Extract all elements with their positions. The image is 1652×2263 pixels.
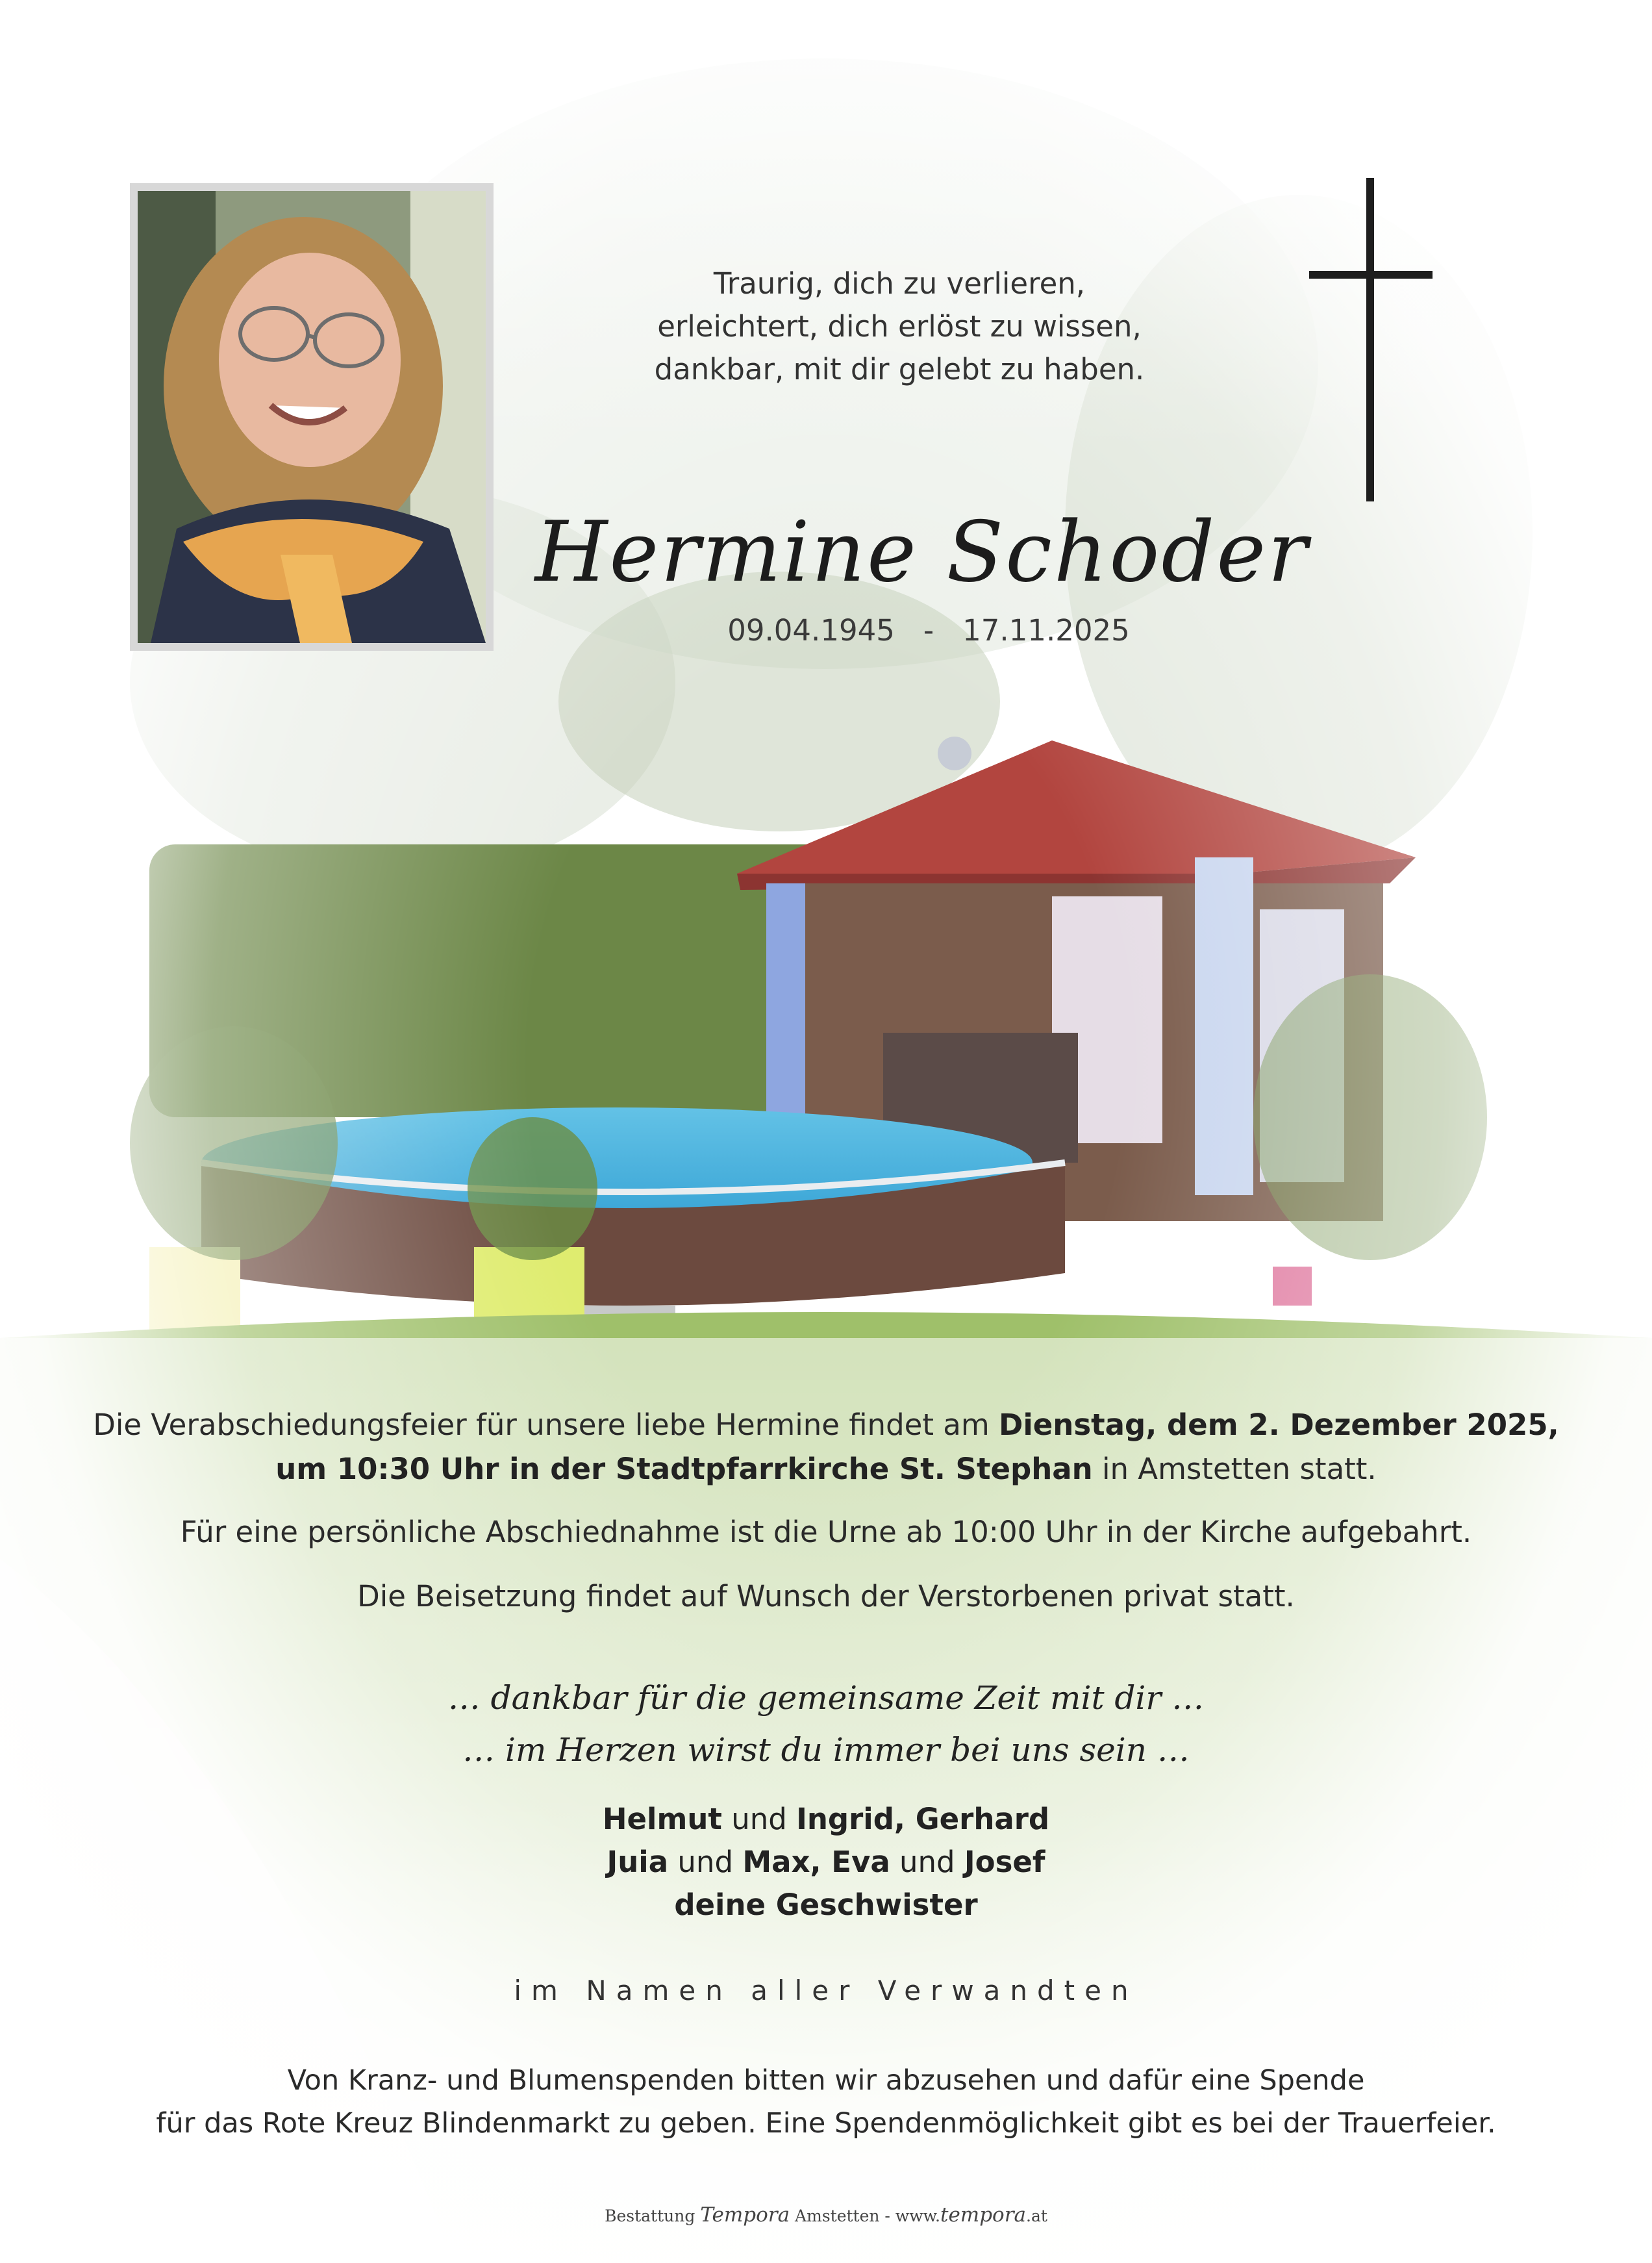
family-name: Helmut <box>602 1802 722 1836</box>
family-name: Juia <box>607 1845 669 1879</box>
footer-text: Amstetten - www. <box>790 2206 940 2225</box>
quote-line: … dankbar für die gemeinsame Zeit mit dir … <box>447 1679 1205 1717</box>
footer-brand: tempora <box>940 2203 1027 2227</box>
funeral-announcement <box>0 1403 1652 1491</box>
death-date: 17.11.2025 <box>962 613 1130 648</box>
burial-note: Die Beisetzung findet auf Wunsch der Verstorbenen privat statt. <box>357 1579 1295 1613</box>
footer-brand: Tempora <box>700 2203 790 2227</box>
mourners-family <box>0 1798 1652 1927</box>
motto-line: erleichtert, dich erlöst zu wissen, <box>657 309 1142 344</box>
announcement-text: Die Verabschiedungsfeier für unsere liebe Hermine findet am <box>93 1408 999 1442</box>
cross-icon <box>1309 178 1433 501</box>
family-conjunction: und <box>890 1845 964 1879</box>
family-line <box>0 1798 1652 1841</box>
funeral-home-footer <box>0 2203 1652 2227</box>
portrait-photo <box>138 191 486 643</box>
family-name: Ingrid, Gerhard <box>796 1802 1050 1836</box>
family-line <box>0 1884 1652 1927</box>
quote-line: … im Herzen wirst du immer bei uns sein … <box>462 1731 1190 1769</box>
announcement-line <box>0 1447 1652 1491</box>
footer-text: .at <box>1026 2206 1047 2225</box>
donation-note <box>0 2059 1652 2145</box>
motto-verse <box>558 262 1240 391</box>
deceased-name: Hermine Schoder <box>534 504 1310 601</box>
ceremony-date: Dienstag, dem 2. Dezember 2025, <box>999 1408 1559 1442</box>
birth-date: 09.04.1945 <box>727 613 895 648</box>
family-name: Josef <box>964 1845 1045 1879</box>
donation-line: Von Kranz- und Blumenspenden bitten wir abzusehen und dafür eine Spende <box>287 2064 1365 2097</box>
announcement-text: in Amstetten statt. <box>1092 1452 1377 1486</box>
motto-line: dankbar, mit dir gelebt zu haben. <box>654 352 1145 386</box>
ceremony-time-place: um 10:30 Uhr in der Stadtpfarrkirche St. Stephan <box>275 1452 1093 1486</box>
farewell-quotes <box>0 1672 1652 1776</box>
urn-viewing-note: Für eine persönliche Abschiednahme ist die Urne ab 10:00 Uhr in der Kirche aufgebahrt. <box>180 1515 1472 1549</box>
relatives-line: im Namen aller Verwandten <box>514 1975 1138 2006</box>
family-name: Max, Eva <box>742 1845 890 1879</box>
footer-text: Bestattung <box>605 2206 701 2225</box>
family-line <box>0 1841 1652 1884</box>
announcement-line <box>0 1403 1652 1447</box>
family-conjunction: und <box>668 1845 743 1879</box>
family-relation: deine Geschwister <box>674 1888 978 1922</box>
date-separator: - <box>923 613 934 648</box>
donation-line: für das Rote Kreuz Blindenmarkt zu geben. Eine Spendenmöglichkeit gibt es bei der Trauerfeier. <box>156 2107 1496 2140</box>
portrait-photo-frame <box>130 183 494 651</box>
life-dates <box>688 613 1169 648</box>
family-conjunction: und <box>721 1802 797 1836</box>
motto-line: Traurig, dich zu verlieren, <box>713 266 1086 301</box>
